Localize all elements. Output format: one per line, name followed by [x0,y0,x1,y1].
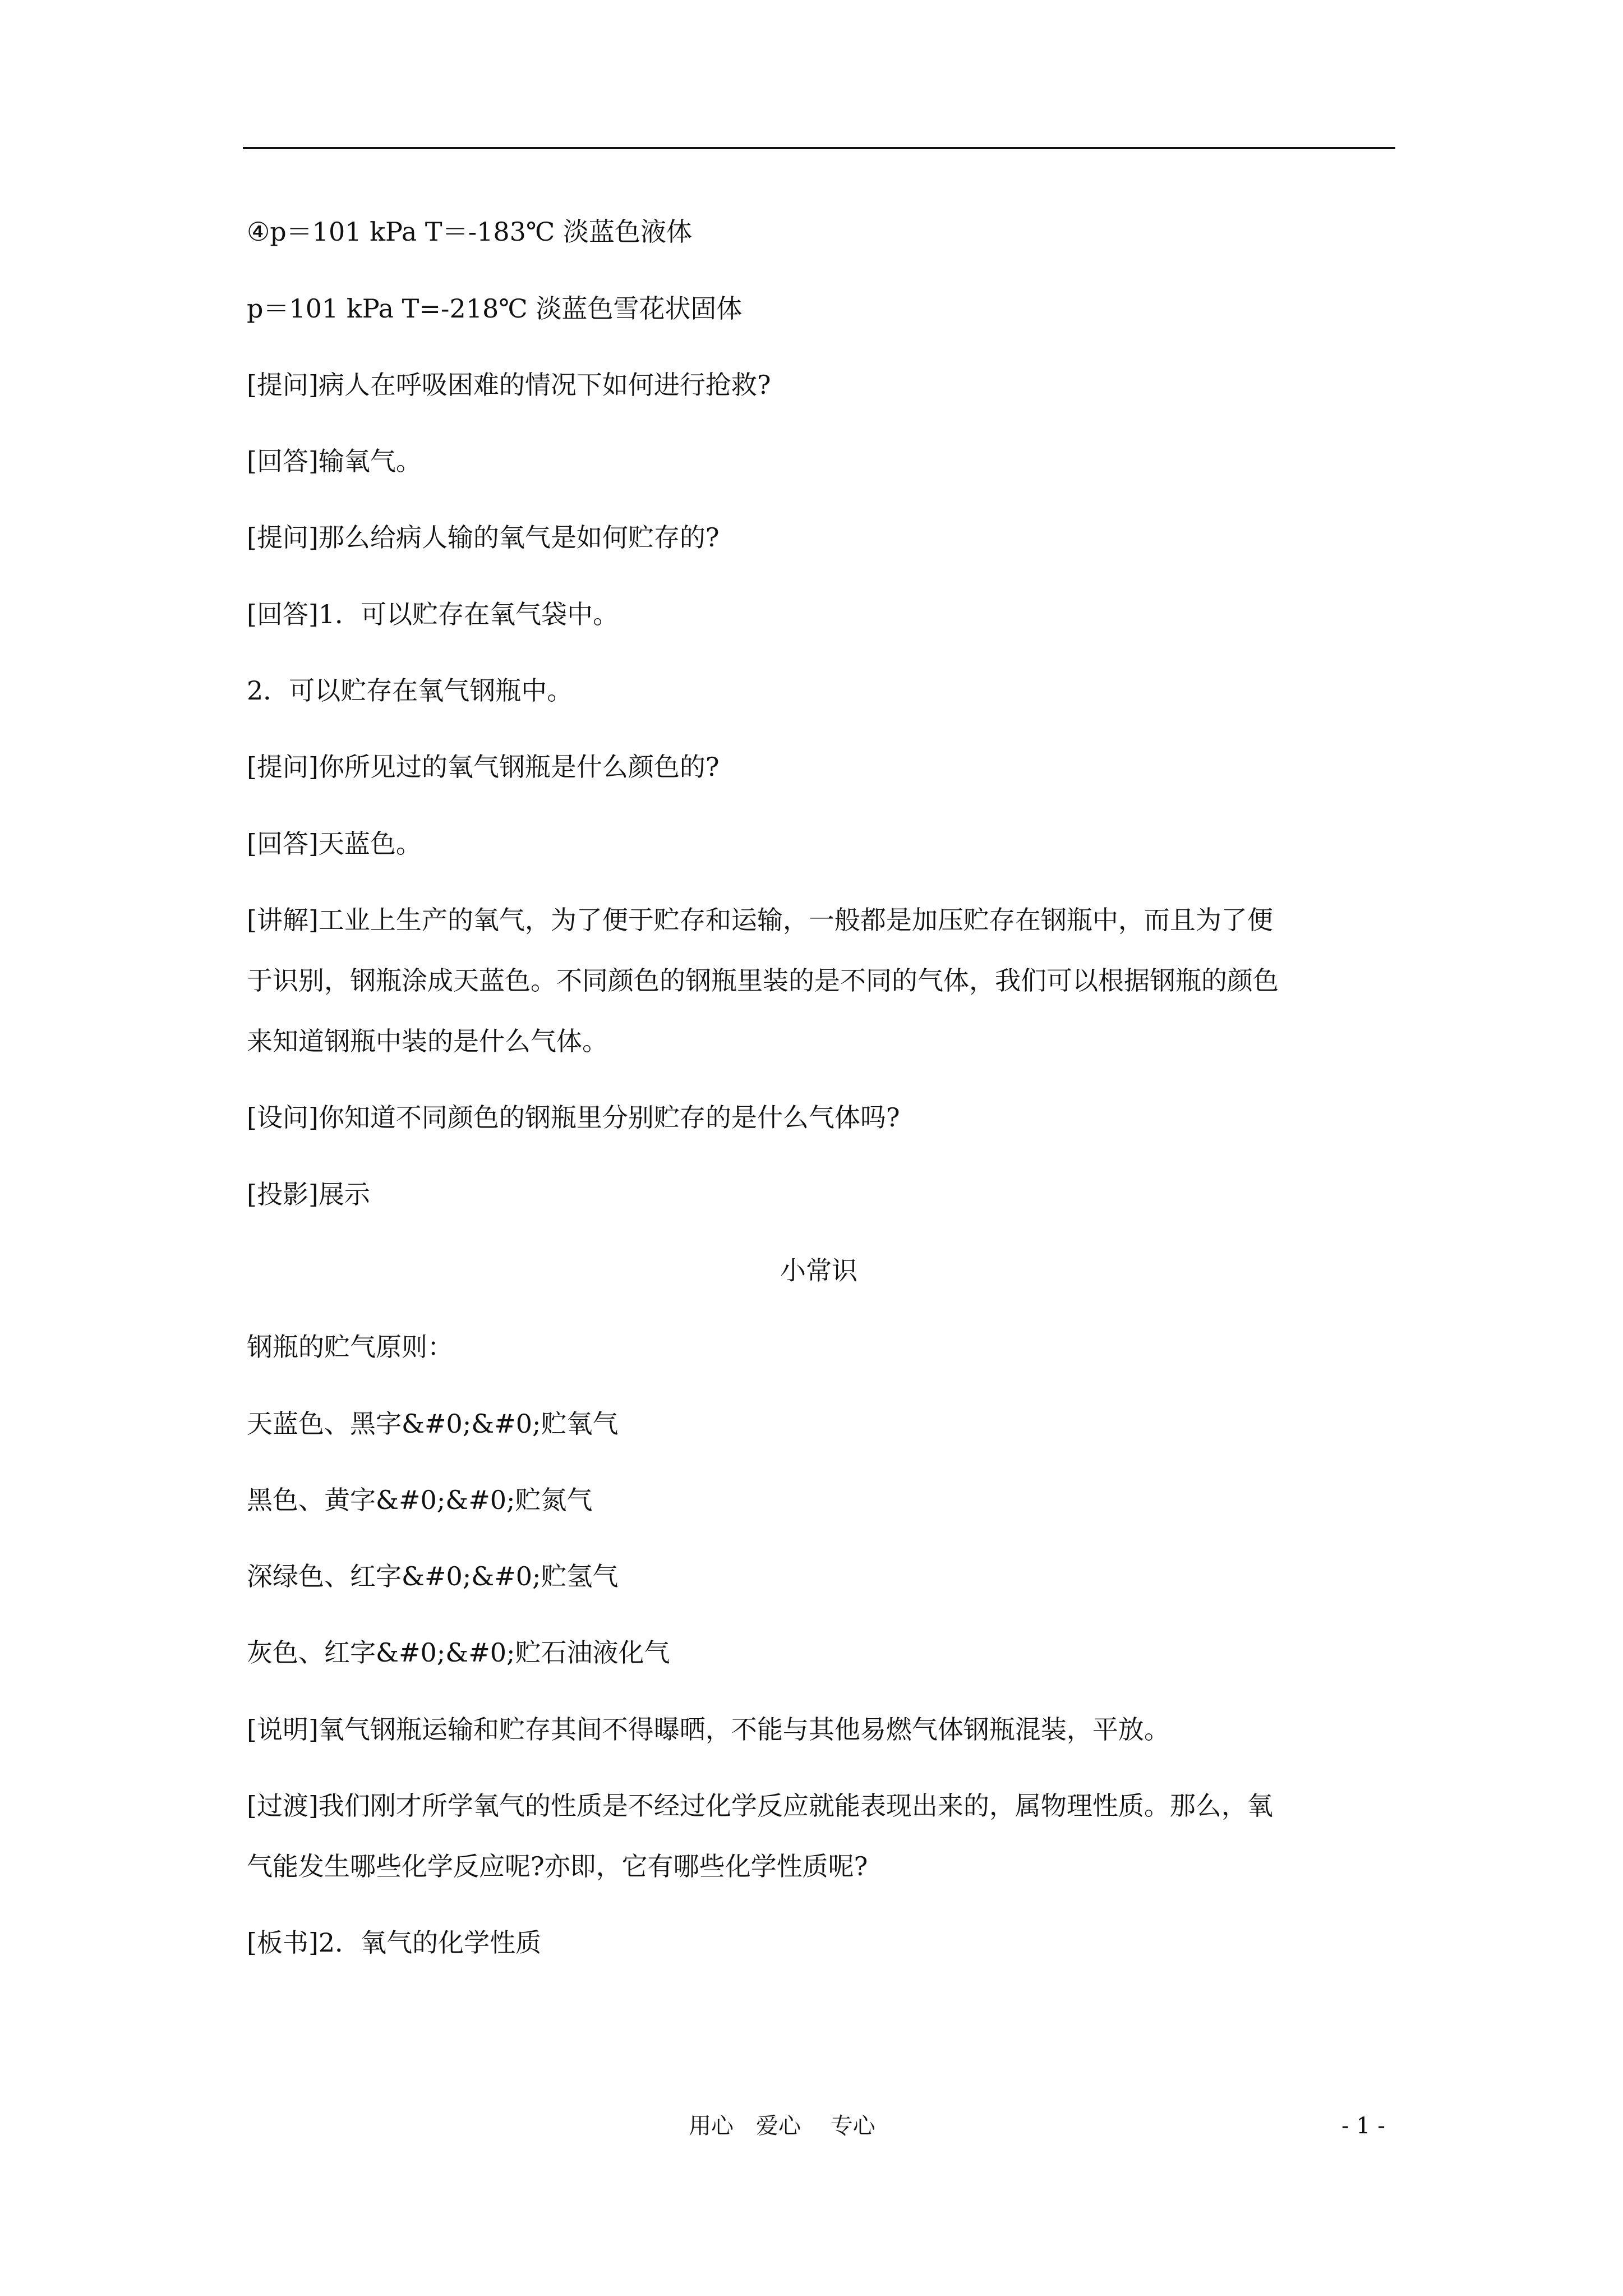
question-rescue: [提问]病人在呼吸困难的情况下如何进行抢救? [247,370,771,400]
projection-show: [投影]展示 [247,1179,370,1209]
tip-heading: 小常识 [780,1255,857,1286]
header-rule [243,147,1395,149]
rule-hydrogen: 深绿色、红字&#0;&#0;贮氢气 [247,1561,619,1591]
storage-principles-heading: 钢瓶的贮气原则： [247,1332,453,1362]
board-chemical-properties: [板书]2．氧气的化学性质 [247,1927,542,1958]
note-transport: [说明]氧气钢瓶运输和贮存其间不得曝晒，不能与其他易燃气体钢瓶混装，平放。 [247,1714,1170,1745]
answer-oxygen: [回答]输氧气。 [247,446,422,476]
answer-storage-cylinder: 2．可以贮存在氧气钢瓶中。 [247,675,573,706]
page-number: - 1 - [1341,2113,1385,2139]
explanation-line-3: 来知道钢瓶中装的是什么气体。 [247,1026,608,1056]
question-cylinder-color: [提问]你所见过的氧气钢瓶是什么颜色的? [247,752,720,782]
question-storage: [提问]那么给病人输的氧气是如何贮存的? [247,522,720,553]
transition-line-2: 气能发生哪些化学反应呢?亦即，它有哪些化学性质呢? [247,1851,868,1881]
rule-oxygen: 天蓝色、黑字&#0;&#0;贮氧气 [247,1409,619,1439]
rule-lpg: 灰色、红字&#0;&#0;贮石油液化气 [247,1637,670,1668]
rule-nitrogen: 黑色、黄字&#0;&#0;贮氮气 [247,1485,593,1515]
footer-motto: 用心 爱心 专心 [689,2113,875,2139]
explanation-line-1: [讲解]工业上生产的氧气，为了便于贮存和运输，一般都是加压贮存在钢瓶中，而且为了便 [247,905,1273,935]
text-line-liquid-oxygen: ④p＝101 kPa T＝-183℃ 淡蓝色液体 [247,217,693,247]
answer-sky-blue: [回答]天蓝色。 [247,829,422,859]
text-line-solid-oxygen: p＝101 kPa T=-218℃ 淡蓝色雪花状固体 [247,293,743,324]
explanation-line-2: 于识别，钢瓶涂成天蓝色。不同颜色的钢瓶里装的是不同的气体，我们可以根据钢瓶的颜色 [247,965,1279,996]
question-gas-colors: [设问]你知道不同颜色的钢瓶里分别贮存的是什么气体吗? [247,1102,900,1133]
transition-line-1: [过渡]我们刚才所学氧气的性质是不经过化学反应就能表现出来的，属物理性质。那么，氧 [247,1791,1273,1821]
answer-storage-bag: [回答]1．可以贮存在氧气袋中。 [247,599,619,629]
